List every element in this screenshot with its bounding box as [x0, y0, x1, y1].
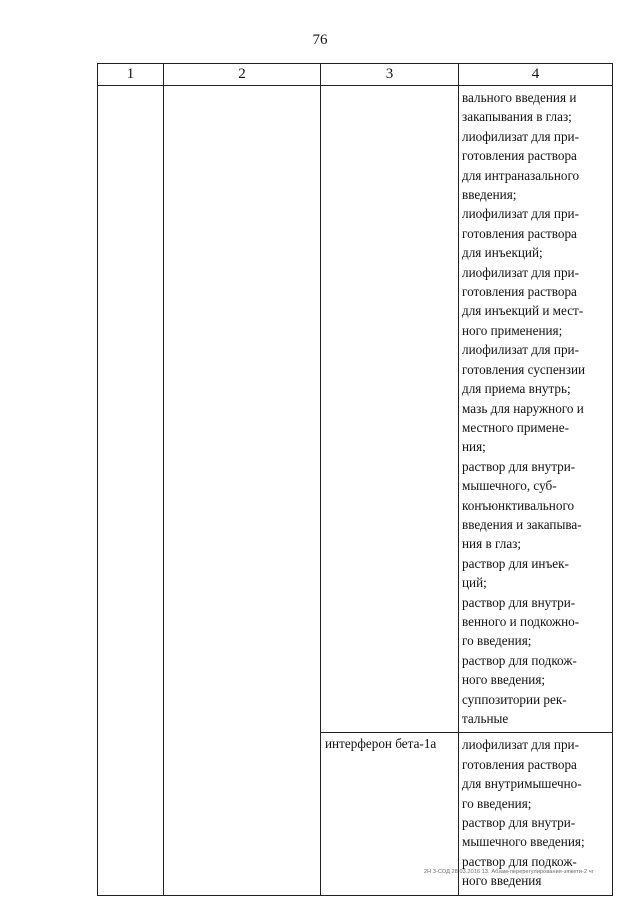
cell-col-3 [321, 86, 459, 733]
dosage-form-line: мышечного введения; [462, 834, 585, 850]
dosage-form-line: введения; [462, 187, 517, 203]
header-col-1: 1 [98, 64, 164, 86]
document-footer-code: 2Н 3-СОД 28 03.2016 13. Абзам-перерегулирования-зяжети-2 чг [424, 869, 594, 875]
dosage-form-line: тальные [462, 711, 509, 726]
dosage-form-line: мазь для наружного и [462, 400, 584, 416]
dosage-form-line: раствор для внутри- [462, 815, 576, 831]
dosage-form-line: закапывания в глаз; [462, 109, 572, 125]
dosage-form-line: ного введения [462, 873, 542, 889]
dosage-form-line: го введения; [462, 633, 532, 649]
dosage-form-line: готовления раствора [462, 148, 577, 164]
header-col-3: 3 [321, 64, 459, 86]
dosage-form-line: ния; [462, 439, 486, 455]
dosage-form-line: лиофилизат для при- [462, 737, 580, 753]
dosage-form-line: раствор для инъек- [462, 555, 569, 571]
dosage-form-line: раствор для подкож- [462, 652, 577, 668]
dosage-form-line: ного применения; [462, 322, 563, 338]
dosage-form-line: готовления раствора [462, 756, 577, 772]
dosage-form-line: суппозитории рек- [462, 691, 567, 707]
table-header-row [98, 64, 613, 86]
header-col-4: 4 [459, 64, 613, 86]
table-row [98, 86, 613, 733]
dosage-form-line: го введения; [462, 795, 532, 811]
dosage-form-line: местного примене- [462, 419, 569, 435]
dosage-form-line: для интраназального [462, 167, 580, 183]
dosage-form-line: лиофилизат для при- [462, 342, 580, 358]
medication-table [97, 63, 613, 896]
drug-name [321, 86, 458, 87]
dosage-form-line: лиофилизат для при- [462, 264, 580, 280]
cell-col-2 [164, 86, 321, 896]
dosage-form-line: ного введения; [462, 672, 546, 688]
dosage-form-line: мышечного, суб- [462, 478, 557, 494]
dosage-form-line: вального введения и [462, 90, 577, 105]
dosage-form-line: раствор для подкож- [462, 853, 577, 869]
dosage-form-line: раствор для внутри- [462, 594, 576, 610]
dosage-form-line: готовления раствора [462, 284, 577, 300]
dosage-form-line: введения и закапыва- [462, 516, 582, 532]
page-number: 76 [312, 32, 328, 48]
dosage-form-line: для приема внутрь; [462, 381, 571, 397]
dosage-form-line: для инъекций и мест- [462, 303, 584, 319]
drug-name: интерферон бета-1a [325, 736, 437, 752]
dosage-form-line: конъюнктивального [462, 497, 575, 513]
dosage-form-line: для инъекций; [462, 245, 543, 261]
dosage-form-line: ния в глаз; [462, 536, 522, 552]
dosage-form-line: готовления раствора [462, 225, 577, 241]
dosage-form-line: готовления суспензии [462, 361, 586, 377]
cell-col-1 [98, 86, 164, 896]
dosage-form-line: ций; [462, 575, 487, 591]
dosage-form-line: для внутримышечно- [462, 776, 582, 792]
header-col-2: 2 [164, 64, 321, 86]
cell-col-4 [459, 86, 613, 733]
dosage-form-line: лиофилизат для при- [462, 206, 580, 222]
dosage-form-line: раствор для внутри- [462, 458, 576, 474]
dosage-form-line: лиофилизат для при- [462, 128, 580, 144]
dosage-forms [459, 86, 612, 732]
dosage-form-line: венного и подкожно- [462, 613, 580, 629]
